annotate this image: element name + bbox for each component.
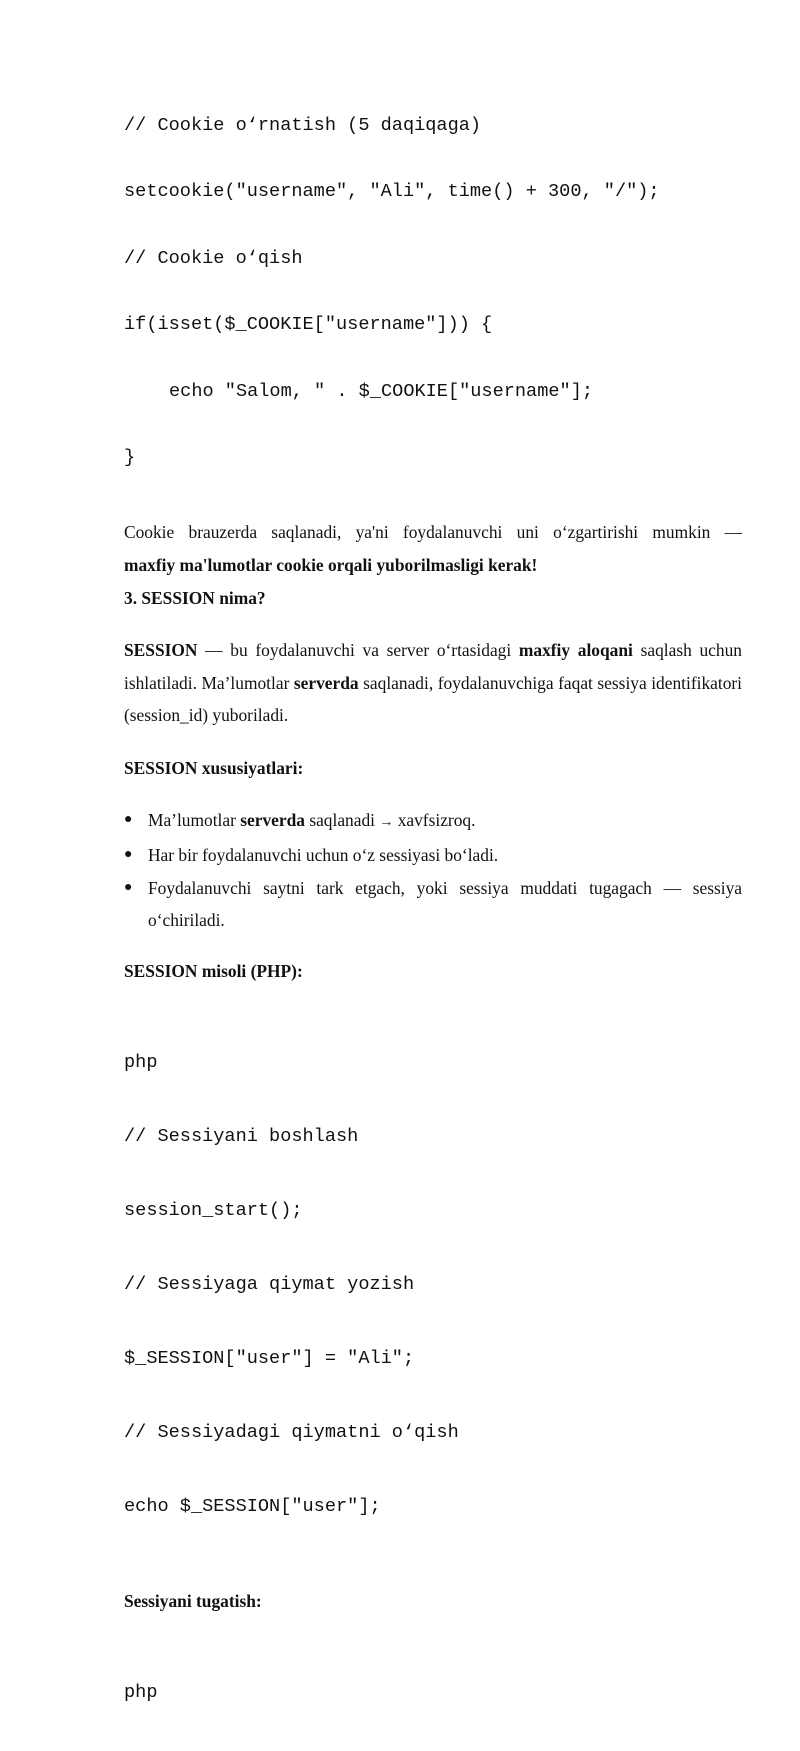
list-item <box>124 872 742 937</box>
session-def-text: saqlash uchun ishlatiladi. Ma’lumotlar <box>124 640 742 693</box>
session-def-text: saqlanadi, foydalanuvchiga faqat sessiya identifikatori (session_id) yuboriladi. <box>124 672 743 726</box>
session-def-bold: maxfiy aloqani <box>518 640 633 661</box>
code-line: } <box>124 446 136 468</box>
arrow-right-icon: → <box>379 814 394 830</box>
list-item-bold: serverda <box>240 809 305 830</box>
code-line: // Sessiyaga qiymat yozish <box>124 1273 415 1295</box>
list-item-text: saqlanadi <box>304 809 380 830</box>
cookie-code-block <box>124 72 742 512</box>
bullet-icon: ● <box>124 811 133 827</box>
list-item-text: Har bir foydalanuvchi uchun o‘z sessiyasi bo‘ladi. <box>148 845 499 866</box>
code-line: // Cookie o‘rnatish (5 daqiqaga) <box>124 115 482 136</box>
bullet-icon: ● <box>124 847 133 863</box>
cookie-warning-paragraph <box>124 516 742 581</box>
session-code-block <box>124 1005 742 1565</box>
code-line: session_start(); <box>124 1199 303 1221</box>
code-line: php <box>124 1051 158 1073</box>
session-def-text: — bu foydalanuvchi va server o‘rtasidagi <box>197 640 519 661</box>
code-line: echo "Salom, " . $_COOKIE["username"]; <box>169 380 594 402</box>
cookie-warning-text: Cookie brauzerda saqlanadi, ya'ni foydalanuvchi uni o‘zgartirishi mumkin — <box>124 522 742 543</box>
end-session-heading: Sessiyani tugatish: <box>124 1590 262 1611</box>
code-line: // Cookie o‘qish <box>124 247 303 269</box>
end-session-code-block <box>124 1635 742 1751</box>
list-item-text: Ma’lumotlar <box>148 809 241 830</box>
code-line: // Sessiyadagi qiymatni o‘qish <box>124 1421 459 1443</box>
bullet-icon: ● <box>124 879 133 895</box>
list-item <box>124 839 742 872</box>
features-heading: SESSION xususiyatlari: <box>124 757 304 778</box>
code-line: setcookie("username", "Ali", time() + 300, "/"); <box>124 181 660 203</box>
example-heading: SESSION misoli (PHP): <box>124 960 303 981</box>
code-line: if(isset($_COOKIE["username"])) { <box>124 314 493 336</box>
session-term: SESSION <box>124 640 198 661</box>
session-def-bold: serverda <box>293 672 359 693</box>
list-item-text: xavfsizroq. <box>393 809 476 830</box>
code-line: php <box>124 1681 158 1703</box>
code-line: $_SESSION["user"] = "Ali"; <box>124 1347 415 1369</box>
section-3-heading: 3. SESSION nima? <box>124 588 266 609</box>
list-item <box>124 804 742 840</box>
code-line: echo $_SESSION["user"]; <box>124 1495 381 1517</box>
cookie-warning-bold: maxfiy ma'lumotlar cookie orqali yuborilmasligi kerak! <box>124 554 538 575</box>
list-item-text: Foydalanuvchi saytni tark etgach, yoki sessiya muddati tugagach — sessiya o‘chiriladi. <box>148 877 742 931</box>
session-definition-paragraph <box>124 634 742 732</box>
code-line: // Sessiyani boshlash <box>124 1125 359 1147</box>
features-list <box>124 804 742 937</box>
document-page <box>124 72 742 1751</box>
